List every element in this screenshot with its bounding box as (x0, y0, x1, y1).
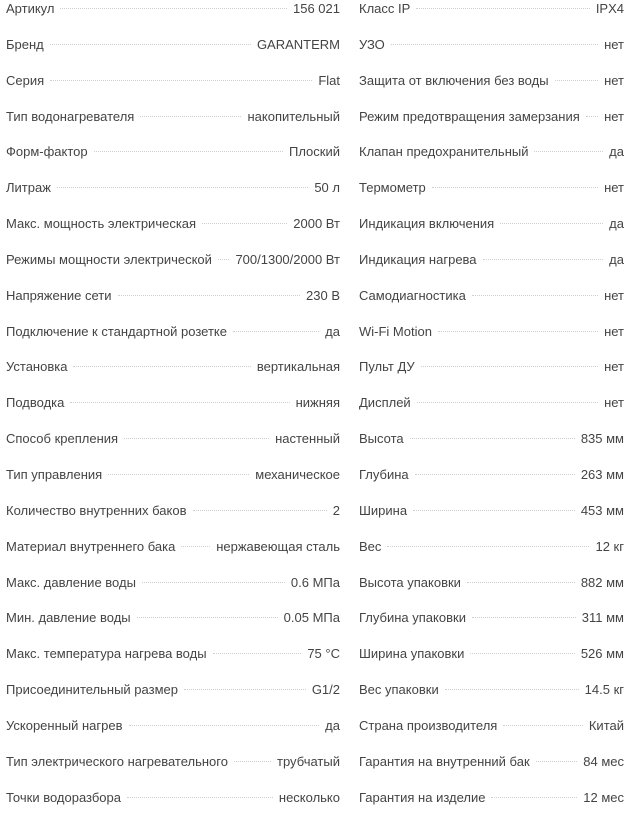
dotted-leader (181, 546, 210, 547)
spec-row (359, 708, 624, 744)
spec-label: Способ крепления (6, 431, 119, 447)
spec-row (359, 206, 624, 242)
spec-row (359, 565, 624, 601)
spec-label: Гарантия на внутренний бак (359, 753, 530, 769)
spec-row (359, 314, 624, 350)
spec-row (359, 278, 624, 314)
spec-value: 230 В (306, 287, 340, 303)
spec-row (359, 780, 624, 815)
dotted-leader (94, 151, 283, 152)
spec-value: GARANTERM (256, 36, 340, 52)
dotted-leader (534, 151, 603, 152)
dotted-leader (70, 402, 289, 403)
spec-value: 12 кг (595, 538, 624, 554)
spec-value: 50 л (314, 180, 340, 196)
spec-row (6, 0, 340, 27)
specs-column-right (359, 0, 624, 815)
spec-label: Глубина упаковки (359, 610, 466, 626)
dotted-leader (118, 295, 301, 296)
spec-value: IPX4 (595, 1, 624, 16)
spec-value: нет (604, 323, 624, 339)
spec-row (6, 457, 340, 493)
spec-label: УЗО (359, 36, 385, 52)
spec-value: 263 мм (580, 466, 624, 482)
spec-label: Режимы мощности электрической (6, 251, 212, 267)
spec-row (6, 314, 340, 350)
spec-value: 84 мес (583, 753, 624, 769)
spec-label: Высота упаковки (359, 574, 461, 590)
dotted-leader (142, 582, 285, 583)
dotted-leader (124, 438, 269, 439)
dotted-leader (445, 689, 579, 690)
dotted-leader (413, 510, 575, 511)
spec-row (359, 600, 624, 636)
dotted-leader (555, 80, 599, 81)
spec-label: Макс. давление воды (6, 574, 136, 590)
spec-row (359, 242, 624, 278)
dotted-leader (470, 653, 574, 654)
spec-value: 0.6 МПа (290, 574, 340, 590)
spec-row (6, 170, 340, 206)
spec-label: Класс IP (359, 1, 411, 16)
spec-row (6, 278, 340, 314)
spec-label: Клапан предохранительный (359, 144, 529, 160)
spec-row (6, 27, 340, 63)
spec-value: 526 мм (580, 646, 624, 662)
dotted-leader (467, 582, 575, 583)
spec-row (6, 780, 340, 815)
dotted-leader (73, 366, 250, 367)
spec-value: 14.5 кг (584, 682, 624, 698)
spec-value: да (609, 251, 624, 267)
spec-row (359, 529, 624, 565)
spec-value: нет (604, 72, 624, 88)
spec-row (6, 385, 340, 421)
spec-label: Страна производителя (359, 717, 498, 733)
spec-value: 156 021 (293, 1, 340, 16)
spec-row (359, 385, 624, 421)
spec-label: Тип водонагревателя (6, 108, 135, 124)
spec-label: Вес (359, 538, 382, 554)
dotted-leader (60, 8, 287, 9)
spec-value: да (609, 144, 624, 160)
dotted-leader (213, 653, 302, 654)
dotted-leader (129, 725, 320, 726)
spec-row (359, 457, 624, 493)
spec-label: Ширина упаковки (359, 646, 465, 662)
spec-label: Количество внутренних баков (6, 502, 187, 518)
spec-row (359, 0, 624, 27)
dotted-leader (438, 331, 598, 332)
spec-value: Плоский (288, 144, 340, 160)
spec-label: Мин. давление воды (6, 610, 131, 626)
spec-row (359, 421, 624, 457)
spec-row (359, 493, 624, 529)
dotted-leader (218, 259, 230, 260)
spec-value: нержавеющая сталь (216, 538, 340, 554)
spec-label: Тип управления (6, 466, 103, 482)
dotted-leader (50, 80, 312, 81)
spec-value: G1/2 (311, 682, 340, 698)
spec-value: 0.05 МПа (283, 610, 340, 626)
spec-label: Макс. температура нагрева воды (6, 646, 207, 662)
spec-label: Подключение к стандартной розетке (6, 323, 227, 339)
spec-label: Тип электрического нагревательного (6, 753, 228, 769)
spec-value: нет (604, 180, 624, 196)
dotted-leader (202, 223, 287, 224)
spec-label: Ширина (359, 502, 408, 518)
spec-value: 835 мм (580, 431, 624, 447)
spec-value: 882 мм (580, 574, 624, 590)
spec-label: Ускоренный нагрев (6, 717, 123, 733)
spec-row (359, 27, 624, 63)
spec-value: нет (604, 359, 624, 375)
spec-value: да (325, 323, 340, 339)
spec-label: Защита от включения без воды (359, 72, 549, 88)
dotted-leader (417, 402, 598, 403)
spec-label: Индикация нагрева (359, 251, 477, 267)
dotted-leader (140, 116, 241, 117)
spec-row (6, 349, 340, 385)
spec-value: вертикальная (256, 359, 340, 375)
dotted-leader (193, 510, 327, 511)
spec-row (6, 99, 340, 135)
spec-row (359, 63, 624, 99)
spec-label: Пульт ДУ (359, 359, 415, 375)
spec-label: Установка (6, 359, 68, 375)
spec-row (6, 421, 340, 457)
spec-label: Режим предотвращения замерзания (359, 108, 580, 124)
spec-row (6, 206, 340, 242)
spec-row (6, 134, 340, 170)
spec-label: Артикул (6, 1, 55, 16)
spec-value: Китай (588, 717, 624, 733)
dotted-leader (586, 116, 598, 117)
dotted-leader (391, 44, 598, 45)
spec-label: Вес упаковки (359, 682, 439, 698)
dotted-leader (432, 187, 598, 188)
spec-row (6, 493, 340, 529)
spec-row (6, 63, 340, 99)
dotted-leader (536, 761, 578, 762)
spec-label: Бренд (6, 36, 44, 52)
spec-label: Макс. мощность электрическая (6, 216, 197, 232)
spec-row (6, 672, 340, 708)
spec-label: Напряжение сети (6, 287, 112, 303)
dotted-leader (50, 44, 251, 45)
spec-row (359, 744, 624, 780)
spec-row (359, 99, 624, 135)
spec-value: 453 мм (580, 502, 624, 518)
spec-value: 2 (332, 502, 340, 518)
dotted-leader (491, 797, 577, 798)
spec-label: Материал внутреннего бака (6, 538, 176, 554)
dotted-leader (472, 295, 598, 296)
dotted-leader (416, 8, 590, 9)
dotted-leader (483, 259, 604, 260)
spec-value: нижняя (295, 395, 340, 411)
spec-label: Подводка (6, 395, 65, 411)
spec-value: 75 °С (307, 646, 340, 662)
spec-value: Flat (318, 72, 340, 88)
dotted-leader (137, 617, 278, 618)
dotted-leader (57, 187, 308, 188)
spec-label: Присоединительный размер (6, 682, 178, 698)
dotted-leader (421, 366, 598, 367)
spec-label: Форм-фактор (6, 144, 88, 160)
spec-value: трубчатый (277, 753, 340, 769)
dotted-leader (472, 617, 576, 618)
spec-label: Индикация включения (359, 216, 495, 232)
spec-label: Высота (359, 431, 404, 447)
dotted-leader (234, 761, 271, 762)
spec-value: настенный (275, 431, 340, 447)
dotted-leader (503, 725, 583, 726)
spec-row (359, 170, 624, 206)
spec-value: 311 мм (581, 610, 624, 626)
spec-value: несколько (278, 789, 340, 805)
spec-value: 700/1300/2000 Вт (235, 251, 340, 267)
spec-value: да (609, 216, 624, 232)
spec-value: нет (604, 36, 624, 52)
dotted-leader (127, 797, 273, 798)
spec-value: 2000 Вт (293, 216, 340, 232)
spec-row (6, 636, 340, 672)
spec-label: Точки водоразбора (6, 789, 121, 805)
dotted-leader (500, 223, 603, 224)
spec-row (359, 636, 624, 672)
spec-row (6, 529, 340, 565)
spec-value: нет (604, 287, 624, 303)
spec-row (359, 672, 624, 708)
spec-row (6, 744, 340, 780)
spec-row (6, 708, 340, 744)
spec-label: Гарантия на изделие (359, 789, 486, 805)
spec-row (6, 600, 340, 636)
spec-value: 12 мес (583, 789, 624, 805)
spec-value: нет (604, 108, 624, 124)
spec-row (6, 242, 340, 278)
spec-label: Литраж (6, 180, 51, 196)
spec-label: Wi-Fi Motion (359, 323, 432, 339)
dotted-leader (233, 331, 319, 332)
spec-row (359, 134, 624, 170)
spec-row (359, 349, 624, 385)
spec-label: Дисплей (359, 395, 411, 411)
spec-label: Термометр (359, 180, 426, 196)
spec-value: нет (604, 395, 624, 411)
spec-label: Самодиагностика (359, 287, 466, 303)
dotted-leader (184, 689, 306, 690)
specs-column-left (6, 0, 340, 815)
spec-label: Глубина (359, 466, 409, 482)
spec-value: да (325, 717, 340, 733)
spec-value: механическое (255, 466, 340, 482)
spec-label: Серия (6, 72, 45, 88)
spec-row (6, 565, 340, 601)
dotted-leader (108, 474, 249, 475)
dotted-leader (415, 474, 575, 475)
dotted-leader (410, 438, 575, 439)
spec-value: накопительный (247, 108, 340, 124)
dotted-leader (387, 546, 589, 547)
